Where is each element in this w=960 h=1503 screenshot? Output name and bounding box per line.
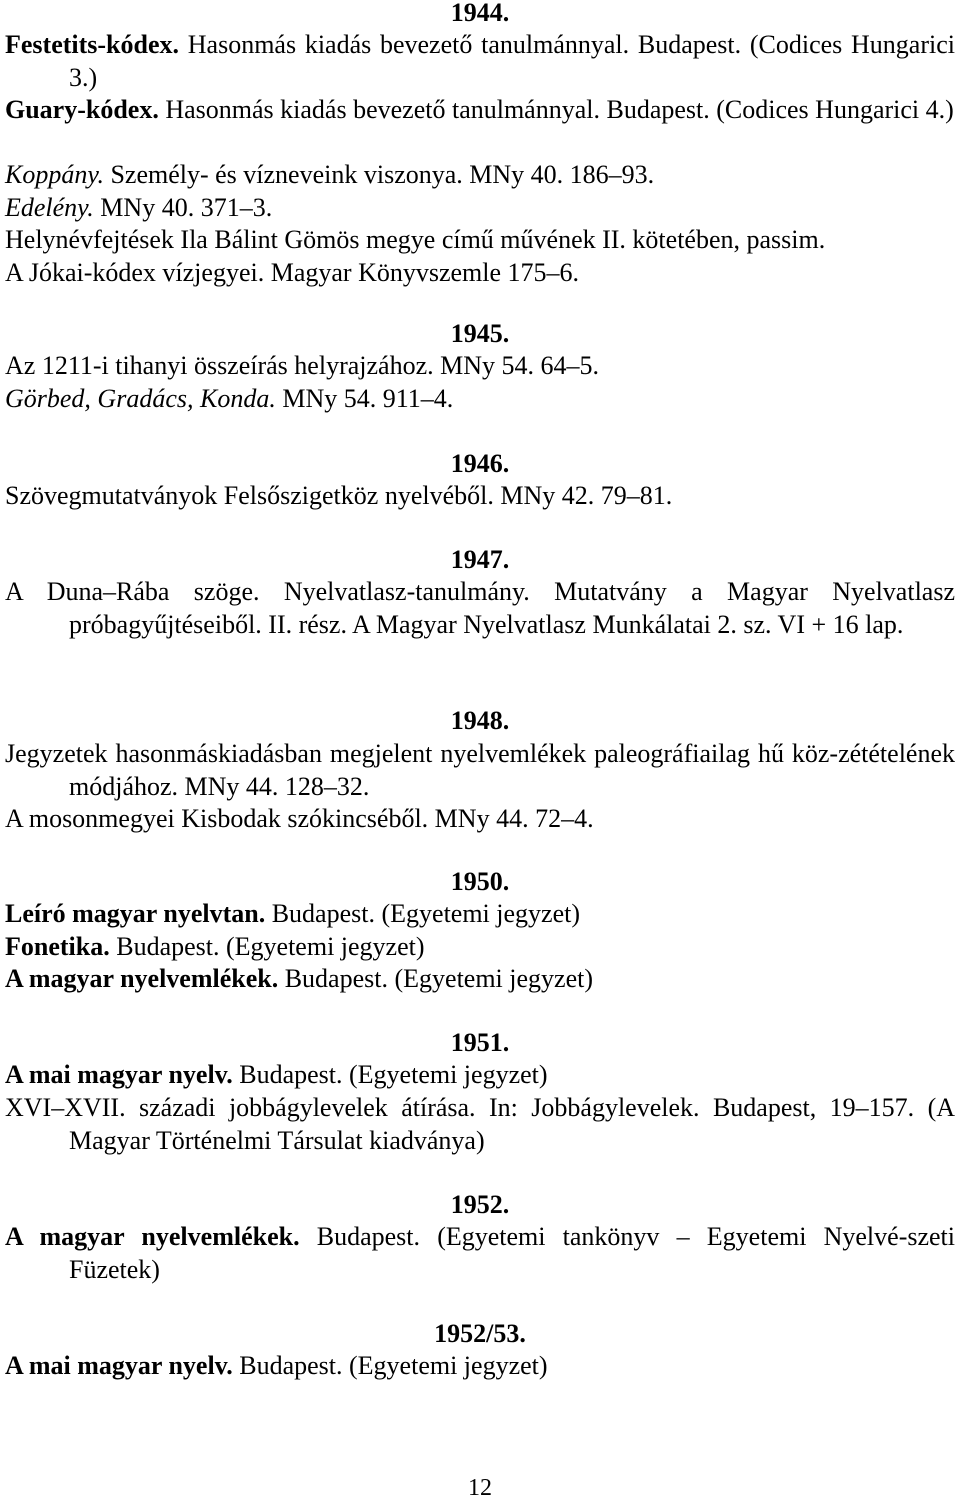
bibliography-entry xyxy=(5,738,955,803)
entry-text: Szövegmutatványok Felsőszigetköz nyelvéből. MNy 42. 79–81. xyxy=(5,481,673,510)
entry-text: A Jókai-kódex vízjegyei. Magyar Könyvszemle 175–6. xyxy=(5,258,580,287)
entry-text: Jegyzetek hasonmáskiadásban megjelent nyelvemlékek paleográfiailag hű köz-zétételének módjához. MNy 44. 128–32. xyxy=(5,739,955,801)
bibliography-entry xyxy=(5,257,955,290)
bibliography-entry xyxy=(5,1092,955,1157)
entry-text: Személy- és vízneveink viszonya. MNy 40. 186–93. xyxy=(103,160,655,189)
entry-title: A magyar nyelvemlékek. xyxy=(5,964,279,993)
year-heading-1948: 1948. xyxy=(450,706,510,735)
entry-text: Budapest. (Egyetemi tankönyv – Egyetemi Nyelvé-szeti Füzetek) xyxy=(69,1222,955,1284)
entry-text: A mosonmegyei Kisbodak szókincséből. MNy 44. 72–4. xyxy=(5,804,594,833)
year-heading-1950: 1950. xyxy=(450,867,510,896)
bibliography-entry xyxy=(5,224,955,257)
entry-title: Leíró magyar nyelvtan. xyxy=(5,899,266,928)
bibliography-entry xyxy=(5,803,955,836)
entry-text: Hasonmás kiadás bevezető tanulmánnyal. Budapest. (Codices Hungarici 3.) xyxy=(69,30,955,92)
bibliography-entry xyxy=(5,1350,955,1383)
page-number: 12 xyxy=(468,1475,492,1501)
entry-text: Budapest. (Egyetemi jegyzet) xyxy=(109,932,425,961)
entry-title: Fonetika. xyxy=(5,932,110,961)
bibliography-entry xyxy=(5,350,955,383)
entry-title: A magyar nyelvemlékek. xyxy=(5,1222,300,1251)
year-heading-1952-53: 1952/53. xyxy=(434,1319,526,1348)
bibliography-entry xyxy=(5,192,955,225)
year-heading-1952: 1952. xyxy=(450,1190,510,1219)
entry-text: MNy 54. 911–4. xyxy=(275,384,454,413)
bibliography-entry xyxy=(5,898,955,931)
entry-title: Görbed, Gradács, Konda. xyxy=(5,384,276,413)
bibliography-entry xyxy=(5,931,955,964)
entry-title: A mai magyar nyelv. xyxy=(5,1351,233,1380)
bibliography-entry xyxy=(5,29,955,94)
bibliography-entry xyxy=(5,94,955,127)
entry-text: Budapest. (Egyetemi jegyzet) xyxy=(265,899,580,928)
entry-text: Budapest. (Egyetemi jegyzet) xyxy=(232,1060,548,1089)
entry-title: A mai magyar nyelv. xyxy=(5,1060,233,1089)
entry-text: Helynévfejtések Ila Bálint Gömös megye című művének II. kötetében, passim. xyxy=(5,225,826,254)
entry-text: A Duna–Rába szöge. Nyelvatlasz-tanulmány. Mutatvány a Magyar Nyelvatlasz próbagyűjtéseiből. II. rész. A Magyar Nyelvatlasz Munkálatai 2. sz. VI + 16 lap. xyxy=(5,577,955,639)
bibliography-entry xyxy=(5,1059,955,1092)
year-heading-1947: 1947. xyxy=(450,545,510,574)
bibliography-entry xyxy=(5,383,955,416)
entry-text: MNy 40. 371–3. xyxy=(93,193,273,222)
entry-title: Guary-kódex. xyxy=(5,95,159,124)
entry-title: Festetits-kódex. xyxy=(5,30,180,59)
entry-text: Budapest. (Egyetemi jegyzet) xyxy=(232,1351,548,1380)
year-heading-1945: 1945. xyxy=(450,319,510,348)
year-heading-1946: 1946. xyxy=(450,449,510,478)
entry-title: Koppány. xyxy=(5,160,104,189)
bibliography-entry xyxy=(5,159,955,192)
entry-text: XVI–XVII. századi jobbágylevelek átírása. In: Jobbágylevelek. Budapest, 19–157. (A Magyar Történelmi Társulat kiadványa) xyxy=(5,1093,955,1155)
bibliography-entry xyxy=(5,576,955,641)
entry-title: Edelény. xyxy=(5,193,94,222)
year-heading-1951: 1951. xyxy=(450,1028,510,1057)
bibliography-entry xyxy=(5,480,955,513)
entry-text: Hasonmás kiadás bevezető tanulmánnyal. Budapest. (Codices Hungarici 4.) xyxy=(158,95,954,124)
bibliography-entry xyxy=(5,1221,955,1286)
bibliography-entry xyxy=(5,963,955,996)
entry-text: Budapest. (Egyetemi jegyzet) xyxy=(278,964,593,993)
entry-text: Az 1211-i tihanyi összeírás helyrajzához. MNy 54. 64–5. xyxy=(5,351,600,380)
year-heading-1944: 1944. xyxy=(450,0,510,27)
